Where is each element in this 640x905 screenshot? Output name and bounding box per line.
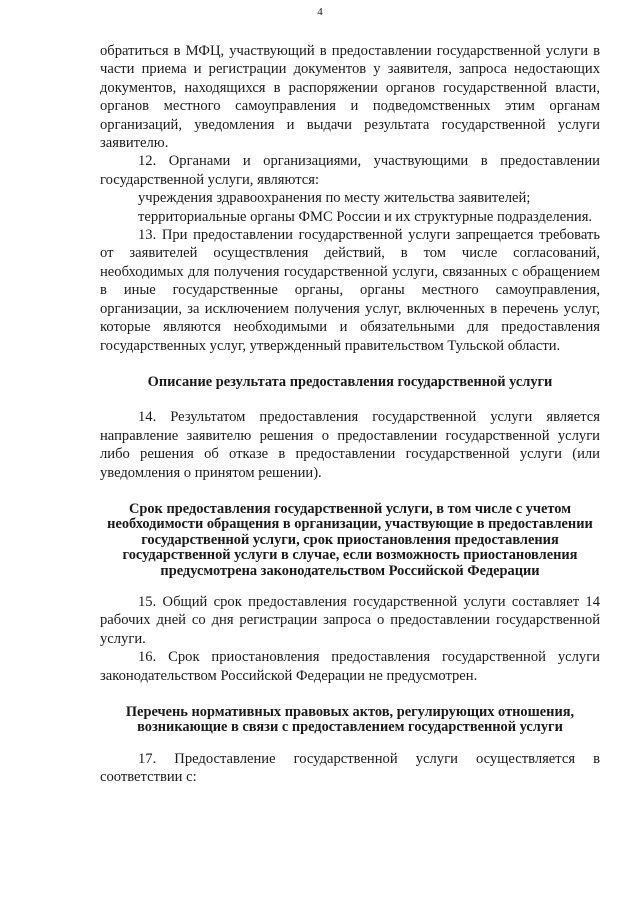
- paragraph-12-item-healthcare: учреждения здравоохранения по месту жительства заявителей;: [138, 190, 531, 207]
- paragraph-17: 17. Предоставление государственной услуги осуществляется в соответствии с:: [100, 750, 600, 786]
- paragraph-12-item-fms: территориальные органы ФМС России и их структурные подразделения.: [138, 208, 593, 225]
- paragraph-intro: обратиться в МФЦ, участвующий в предоставлении государственной услуги в части приема и регистрации документов у заявителя, запроса недостающих документов, находящихся в распоряжении органов государственной власти, органов местного самоуправления и подведомственных этим органам организаций, уведомления и выдачи результата государственной услуги заявителю.: [100, 43, 600, 152]
- heading-legal-acts: Перечень нормативных правовых актов, регулирующих отношения, возникающие в связи с предоставлением государственной услуги: [125, 704, 575, 736]
- heading-result: Описание результата предоставления государственной услуги: [147, 373, 553, 390]
- heading-term: Срок предоставления государственной услуги, в том числе с учетом необходимости обращения в организации, участвующие в предоставлении государственной услуги, срок приостановления предоставления государственной услуги в случае, если возможность приостановления предусмотрена законодательством Российской Федерации: [107, 500, 593, 579]
- paragraph-12: 12. Органами и организациями, участвующими в предоставлении государственной услуги, являются:: [100, 153, 600, 188]
- paragraph-14: 14. Результатом предоставления государственной услуги является направление заявителю решения о предоставлении государственной услуги либо решения об отказе в предоставлении государственной услуги (или уведомления о принятом решении).: [100, 409, 600, 481]
- page-number: 4: [317, 6, 323, 18]
- document-page: [100, 42, 600, 787]
- paragraph-13: 13. При предоставлении государственной услуги запрещается требовать от заявителей осуществления действий, в том числе согласований, необходимых для получения государственной услуги, связанных с обращением в иные государственные органы, органы местного самоуправления, организации, за исключением получения услуг, включенных в перечень услуг, которые являются необходимыми и обязательными для предоставления государственных услуг, утвержденный правительством Тульской области.: [100, 227, 600, 354]
- paragraph-16: 16. Срок приостановления предоставления государственной услуги законодательством Российской Федерации не предусмотрен.: [100, 649, 600, 684]
- paragraph-15: 15. Общий срок предоставления государственной услуги составляет 14 рабочих дней со дня регистрации запроса о предоставлении государственной услуги.: [100, 593, 600, 647]
